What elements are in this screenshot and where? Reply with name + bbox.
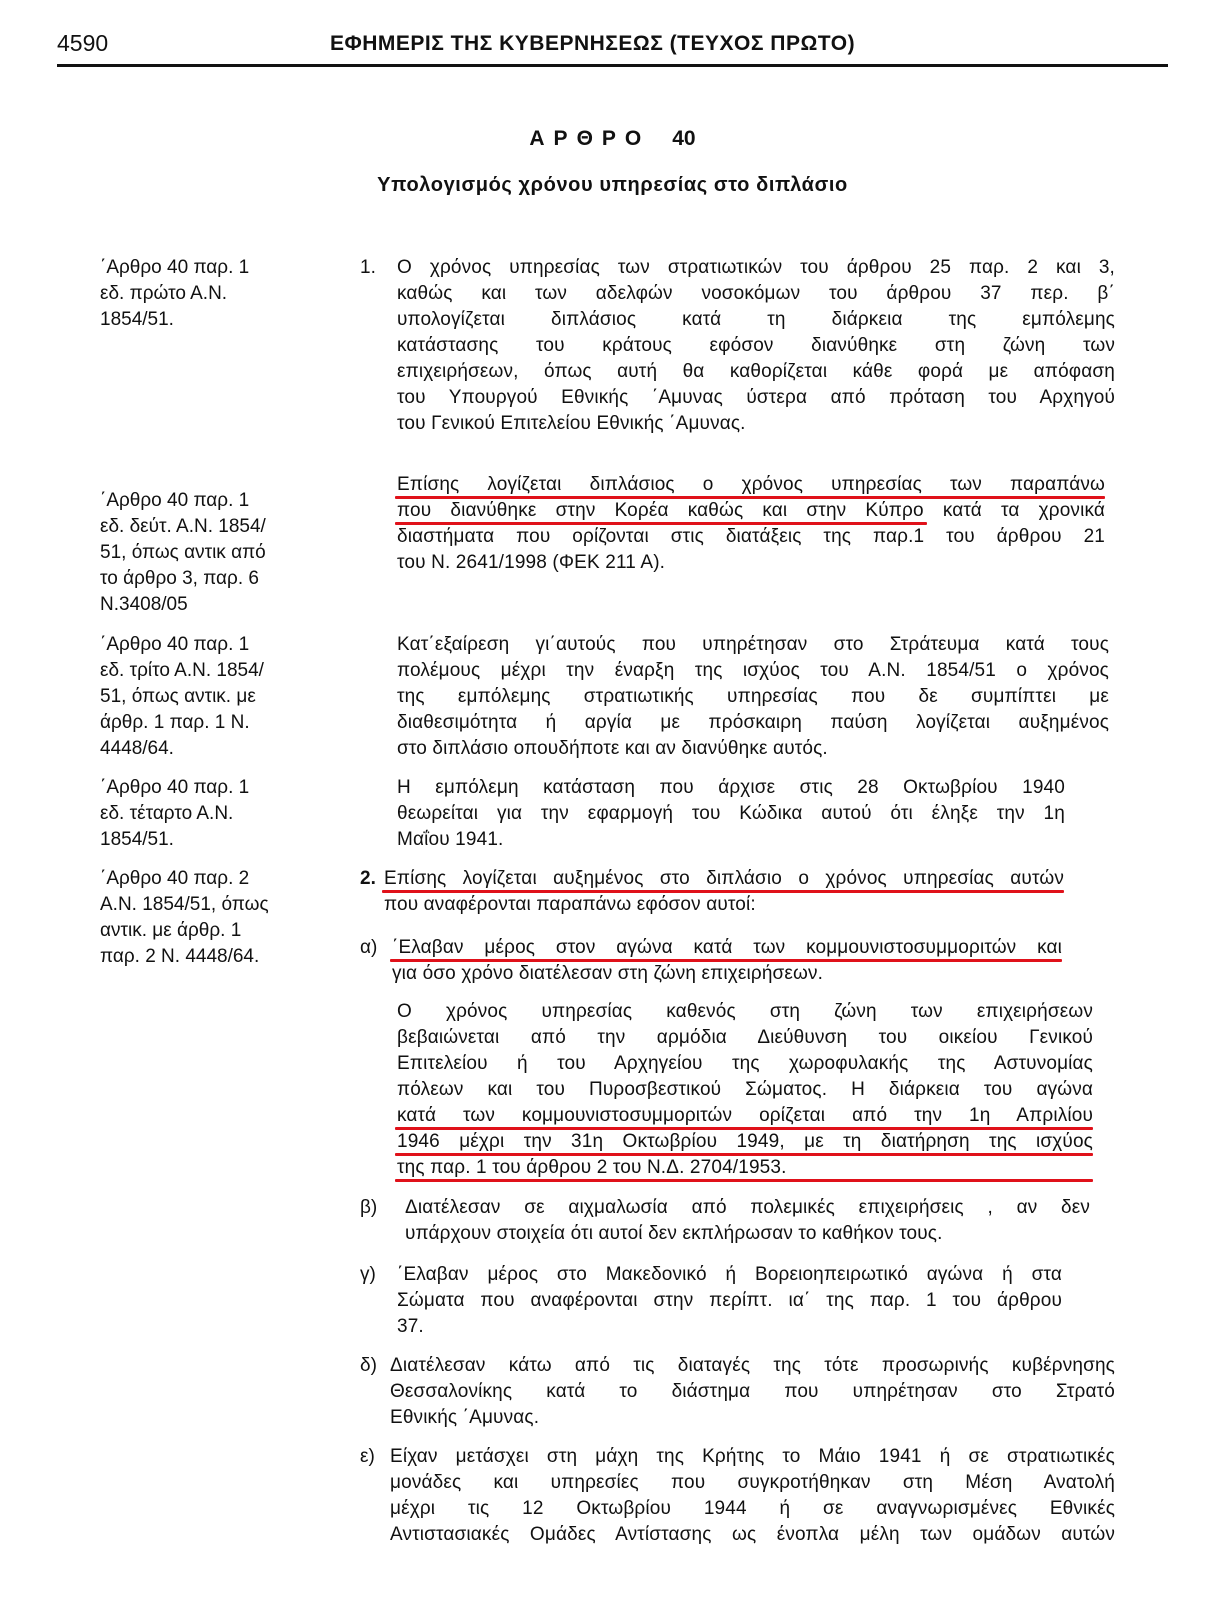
side-note-line: το άρθρο 3, παρ. 6 [100, 568, 259, 589]
paragraph-line: καθώς και των αδελφών νοσοκόμων του άρθρου 37 περ. β΄ [397, 283, 1115, 304]
paragraph-line: 37. [397, 1316, 424, 1337]
case-marker-b: β) [360, 1197, 378, 1218]
underlined-line: που διανύθηκε στην Κορέα καθώς και στην Κύπρο κατά τα χρονικά [397, 498, 1105, 524]
paragraph-1-fourth [397, 775, 1065, 853]
paragraph-line: Είχαν μετάσχει στη μάχη της Κρήτης το Μάιο 1941 ή σε στρατιωτικές [390, 1446, 1115, 1467]
paragraph-line: πολέμους μέχρι την έναρξη της ισχύος του Α.Ν. 1854/51 ο χρόνος [397, 660, 1109, 681]
paragraph-line: στο διπλάσιο οπουδήποτε και αν διανύθηκε αυτός. [397, 738, 828, 759]
case-marker-d: δ) [360, 1355, 377, 1376]
article-number: 40 [672, 127, 696, 150]
underlined-line: της παρ. 1 του άρθρου 2 του Ν.Δ. 2704/1953. [397, 1155, 1093, 1181]
paragraph-line: θεωρείται για την εφαρμογή του Κώδικα αυτού ότι έληξε την 1η [397, 803, 1065, 824]
underlined-line: Επίσης λογίζεται διπλάσιος ο χρόνος υπηρεσίας των παραπάνω [397, 472, 1105, 498]
side-note-line: εδ. πρώτο Α.Ν. [100, 283, 228, 304]
side-note-line: παρ. 2 Ν. 4448/64. [100, 946, 260, 967]
paragraph-line: επιχειρήσεων, όπως αυτή θα καθορίζεται κάθε φορά με απόφαση [397, 361, 1115, 382]
paragraph-line: Ο χρόνος υπηρεσίας καθενός στη ζώνη των επιχειρήσεων [397, 1001, 1093, 1022]
paragraph-line: Σώματα που αναφέρονται στην περίπτ. ια΄ της παρ. 1 του άρθρου [397, 1290, 1062, 1311]
gazette-title: ΕΦΗΜΕΡΙΣ ΤΗΣ ΚΥΒΕΡΝΗΣΕΩΣ (ΤΕΥΧΟΣ ΠΡΩΤΟ) [330, 32, 856, 55]
case-marker-c: γ) [360, 1264, 376, 1285]
case-e [390, 1444, 1115, 1548]
paragraph-line: που αναφέρονται παραπάνω εφόσον αυτοί: [384, 894, 756, 915]
paragraph-1-third [397, 632, 1109, 762]
side-note-line: 1854/51. [100, 829, 174, 850]
case-d [390, 1353, 1115, 1431]
paragraph-line: Μαΐου 1941. [397, 829, 504, 850]
paragraph-line: του Γενικού Επιτελείου Εθνικής ΄Αμυνας. [397, 413, 746, 434]
paragraph-line: Ο χρόνος υπηρεσίας των στρατιωτικών του άρθρου 25 παρ. 2 και 3, [397, 257, 1115, 278]
side-note-line: ΄Αρθρο 40 παρ. 1 [100, 777, 250, 798]
paragraph-line: υπάρχουν στοιχεία ότι αυτοί δεν εκπλήρωσαν το καθήκον τους. [405, 1223, 943, 1244]
paragraph-line: Θεσσαλονίκης κατά το διάστημα που υπηρέτησαν στο Στρατό [390, 1381, 1115, 1402]
paragraph-line: κατάστασης του κράτους εφόσον διανύθηκε στη ζώνη των [397, 335, 1115, 356]
paragraph-line: μέχρι τις 12 Οκτωβρίου 1944 ή σε αναγνωρισμένες Εθνικές [390, 1498, 1115, 1519]
case-c [397, 1262, 1062, 1340]
paragraph-line: πόλεων και του Πυροσβεστικού Σώματος. Η διάρκεια του αγώνα [397, 1079, 1093, 1100]
case-marker-e: ε) [360, 1446, 375, 1467]
case-a-second [397, 999, 1093, 1181]
paragraph-line: του Ν. 2641/1998 (ΦΕΚ 211 Α). [397, 552, 666, 573]
paragraph-line: του Υπουργού Εθνικής ΄Αμυνας ύστερα από πρόταση του Αρχηγού [397, 387, 1115, 408]
paragraph-line: Κατ΄εξαίρεση γι΄αυτούς που υπηρέτησαν στο Στράτευμα κατά τους [397, 634, 1109, 655]
side-note-line: 51, όπως αντικ από [100, 542, 266, 563]
side-note-line: 51, όπως αντικ. με [100, 686, 256, 707]
paragraph-line: Διατέλεσαν κάτω από τις διαταγές της τότε προσωρινής κυβέρνησης [390, 1355, 1115, 1376]
paragraph-line: Αντιστασιακές Ομάδες Αντίστασης ως ένοπλα μέλη των ομάδων αυτών [390, 1524, 1115, 1545]
side-note-line: εδ. τρίτο Α.Ν. 1854/ [100, 660, 264, 681]
side-note-4 [100, 775, 345, 853]
side-note-line: ΄Αρθρο 40 παρ. 1 [100, 490, 250, 511]
paragraph-1 [397, 255, 1115, 437]
side-note-line: ΄Αρθρο 40 παρ. 1 [100, 634, 250, 655]
underlined-line: ΄Ελαβαν μέρος στον αγώνα κατά των κομμουνιστοσυμμοριτών και [392, 935, 1062, 961]
paragraph-marker-1: 1. [360, 257, 376, 278]
side-note-line: αντικ. με άρθρ. 1 [100, 920, 242, 941]
side-note-5 [100, 866, 345, 970]
side-note-1 [100, 255, 345, 333]
paragraph-line: Επιτελείου ή του Αρχηγείου της χωροφυλακής της Αστυνομίας [397, 1053, 1093, 1074]
case-marker-a: α) [360, 937, 378, 958]
article-heading [0, 127, 1225, 151]
paragraph-1-second [397, 472, 1105, 576]
paragraph-line: διαθεσιμότητα ή αργία με πρόσκαιρη παύση λογίζεται αυξημένος [397, 712, 1109, 733]
paragraph-line: ΄Ελαβαν μέρος στο Μακεδονικό ή Βορειοηπειρωτικό αγώνα ή στα [397, 1264, 1062, 1285]
side-note-line: 4448/64. [100, 738, 174, 759]
paragraph-line: για όσο χρόνο διατέλεσαν στη ζώνη επιχειρήσεων. [392, 963, 824, 984]
paragraph-2 [384, 866, 1064, 918]
paragraph-line: Εθνικής ΄Αμυνας. [390, 1407, 540, 1428]
underlined-line: 1946 μέχρι την 31η Οκτωβρίου 1949, με τη διατήρηση της ισχύος [397, 1129, 1093, 1155]
side-note-line: Α.Ν. 1854/51, όπως [100, 894, 269, 915]
page-number: 4590 [57, 30, 109, 56]
paragraph-marker-2: 2. [360, 868, 376, 889]
side-note-line: Ν.3408/05 [100, 594, 188, 615]
paragraph-line: Η εμπόλεμη κατάσταση που άρχισε στις 28 Οκτωβρίου 1940 [397, 777, 1065, 798]
case-a [392, 935, 1062, 987]
paragraph-line: μονάδες και υπηρεσίες που συγκροτήθηκαν στη Μέση Ανατολή [390, 1472, 1115, 1493]
side-note-line: 1854/51. [100, 309, 174, 330]
header-rule [57, 64, 1168, 67]
paragraph-line: υπολογίζεται διπλάσιος κατά τη διάρκεια της εμπόλεμης [397, 309, 1115, 330]
paragraph-line: διαστήματα που ορίζονται στις διατάξεις της παρ.1 του άρθρου 21 [397, 526, 1105, 547]
paragraph-line: της εμπόλεμης στρατιωτικής υπηρεσίας που δε συμπίπτει με [397, 686, 1109, 707]
underlined-line: Επίσης λογίζεται αυξημένος στο διπλάσιο ο χρόνος υπηρεσίας αυτών [384, 866, 1064, 892]
underlined-line: κατά των κομμουνιστοσυμμοριτών ορίζεται από την 1η Απριλίου [397, 1103, 1093, 1129]
side-note-3 [100, 632, 345, 762]
side-note-line: άρθρ. 1 παρ. 1 Ν. [100, 712, 250, 733]
side-note-line: εδ. δεύτ. Α.Ν. 1854/ [100, 516, 266, 537]
paragraph-line: Διατέλεσαν σε αιχμαλωσία από πολεμικές επιχειρήσεις , αν δεν [405, 1197, 1090, 1218]
side-note-line: ΄Αρθρο 40 παρ. 1 [100, 257, 250, 278]
case-b [405, 1195, 1090, 1247]
side-note-line: ΄Αρθρο 40 παρ. 2 [100, 868, 250, 889]
side-note-2 [100, 488, 345, 618]
side-note-line: εδ. τέταρτο Α.Ν. [100, 803, 234, 824]
article-subtitle: Υπολογισμός χρόνου υπηρεσίας στο διπλάσιο [377, 174, 848, 196]
paragraph-line: βεβαιώνεται από την αρμόδια Διεύθυνση του οικείου Γενικού [397, 1027, 1093, 1048]
article-label: ΑΡΘΡΟ [529, 127, 651, 150]
